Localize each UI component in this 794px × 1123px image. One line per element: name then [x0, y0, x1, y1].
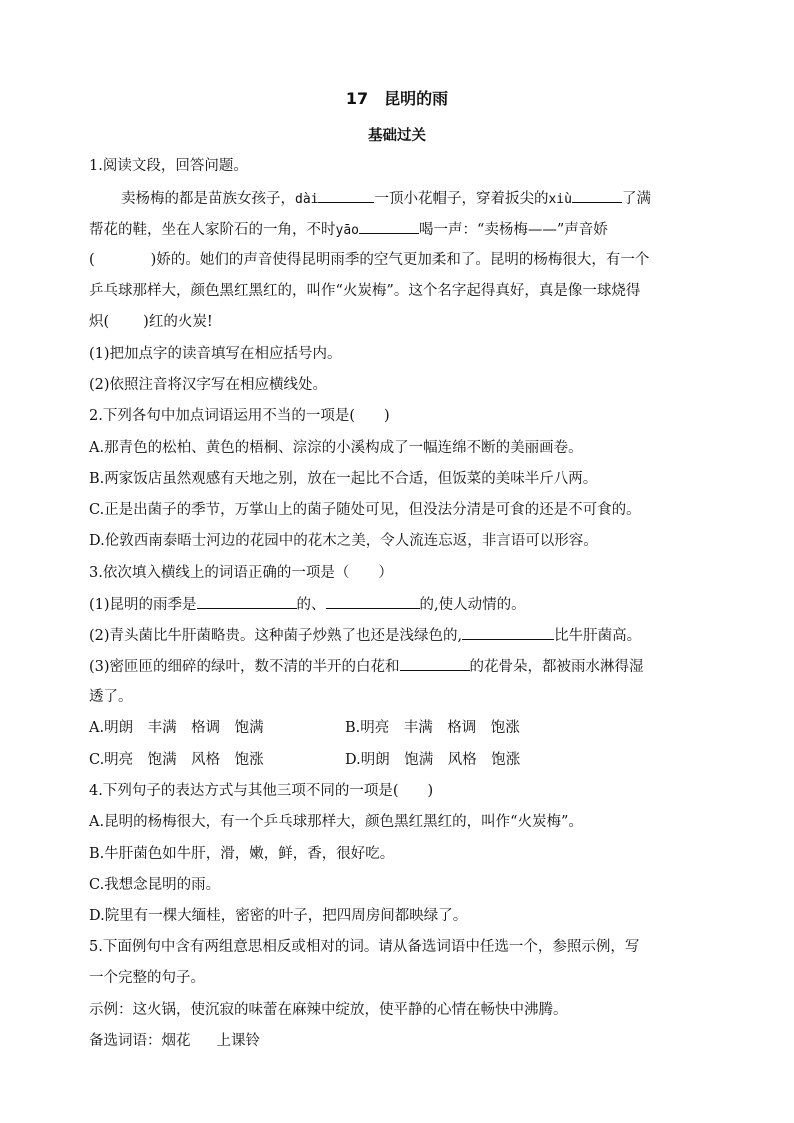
pinyin-yao: yāo [335, 223, 359, 238]
q3-option-c: C.明亮 饱满 风格 饱涨 [89, 752, 264, 768]
section-subtitle: 基础过关 [368, 128, 426, 144]
q5-word-options: 备选词语：烟花 上课铃 [89, 1033, 260, 1049]
q2-option-b: B.两家饭店虽然观感有天地之别，放在一起比不合适，但饭菜的美味半斤八两。 [89, 471, 598, 487]
q5-example: 示例：这火锅，使沉寂的味蕾在麻辣中绽放，使平静的心情在畅快中沸腾。 [89, 1002, 568, 1018]
answer-blank-2[interactable] [572, 188, 622, 203]
q4-option-d: D.院里有一棵大缅桂，密密的叶子，把四周房间都映绿了。 [89, 908, 468, 924]
q2-option-c: C.正是出菌子的季节，万掌山上的菌子随处可见，但没法分清是可食的还是不可食的。 [89, 502, 641, 518]
q1-stem: 1.阅读文段，回答问题。 [89, 158, 248, 174]
q1-passage-line-2: 帮花的鞋，坐在人家阶石的一角，不时yāo 喝一声：“卖杨梅——”声音娇 [89, 219, 608, 241]
q3-option-a: A.明朗 丰满 格调 饱满 [89, 720, 264, 736]
q1-passage-line-3: ( )娇的。她们的声音使得昆明雨季的空气更加柔和了。昆明的杨梅很大，有一个 [89, 252, 650, 268]
q5-stem-line-2: 一个完整的句子。 [89, 970, 205, 986]
q1-sub-1: (1)把加点字的读音填写在相应括号内。 [89, 346, 342, 362]
pinyin-dai: dài [295, 192, 319, 207]
answer-blank-1[interactable] [318, 188, 374, 203]
q3-sentence-3-cont: 透了。 [89, 689, 133, 705]
pinyin-xiu: xiù [548, 192, 572, 207]
q4-stem: 4.下列句子的表达方式与其他三项不同的一项是( ) [89, 783, 434, 799]
q5-stem-line-1: 5.下面例句中含有两组意思相反或相对的词。请从备选词语中任选一个，参照示例，写 [89, 939, 640, 955]
q3-blank-4[interactable] [400, 656, 470, 671]
q1-sub-2: (2)依照注音将汉字写在相应横线处。 [89, 377, 328, 393]
q3-blank-2[interactable] [326, 594, 420, 609]
q3-sentence-3: (3)密匝匝的细碎的绿叶，数不清的半开的白花和 的花骨朵，都被雨水淋得湿 [89, 656, 644, 677]
answer-blank-3[interactable] [359, 219, 419, 234]
q3-sentence-1: (1)昆明的雨季是 的、 的,使人动情的。 [89, 594, 526, 615]
q4-option-a: A.昆明的杨梅很大，有一个乒乓球那样大，颜色黑红黑红的，叫作“火炭梅”。 [89, 814, 583, 830]
q1-passage-line-5: 炽( )红的火炭! [89, 314, 213, 330]
q3-blank-3[interactable] [462, 625, 554, 640]
q2-option-a: A.那青色的松柏、黄色的梧桐、淙淙的小溪构成了一幅连绵不断的美丽画卷。 [89, 440, 583, 456]
q3-option-b: B.明亮 丰满 格调 饱涨 [345, 720, 520, 736]
q4-option-b: B.牛肝菌色如牛肝，滑，嫩，鲜，香，很好吃。 [89, 846, 395, 862]
q2-stem: 2.下列各句中加点词语运用不当的一项是( ) [89, 408, 390, 424]
q4-option-c: C.我想念昆明的雨。 [89, 877, 221, 893]
q1-passage-line-4: 乒乓球那样大，颜色黑红黑红的，叫作“火炭梅”。这个名字起得真好，真是像一球烧得 [89, 283, 641, 299]
q2-option-d: D.伦敦西南泰晤士河边的花园中的花木之美，令人流连忘返，非言语可以形容。 [89, 533, 598, 549]
q1-passage-line-1: 卖杨梅的都是苗族女孩子，dài 一顶小花帽子，穿着扳尖的xiù 了满 [121, 188, 651, 210]
q3-option-d: D.明朗 饱满 风格 饱涨 [345, 752, 521, 768]
q3-sentence-2: (2)青头菌比牛肝菌略贵。这种菌子炒熟了也还是浅绿色的, 比牛肝菌高。 [89, 625, 641, 646]
page-title: 17 昆明的雨 [345, 89, 449, 108]
q3-blank-1[interactable] [197, 594, 297, 609]
q3-stem: 3.依次填入横线上的词语正确的一项是（ ） [89, 565, 393, 581]
